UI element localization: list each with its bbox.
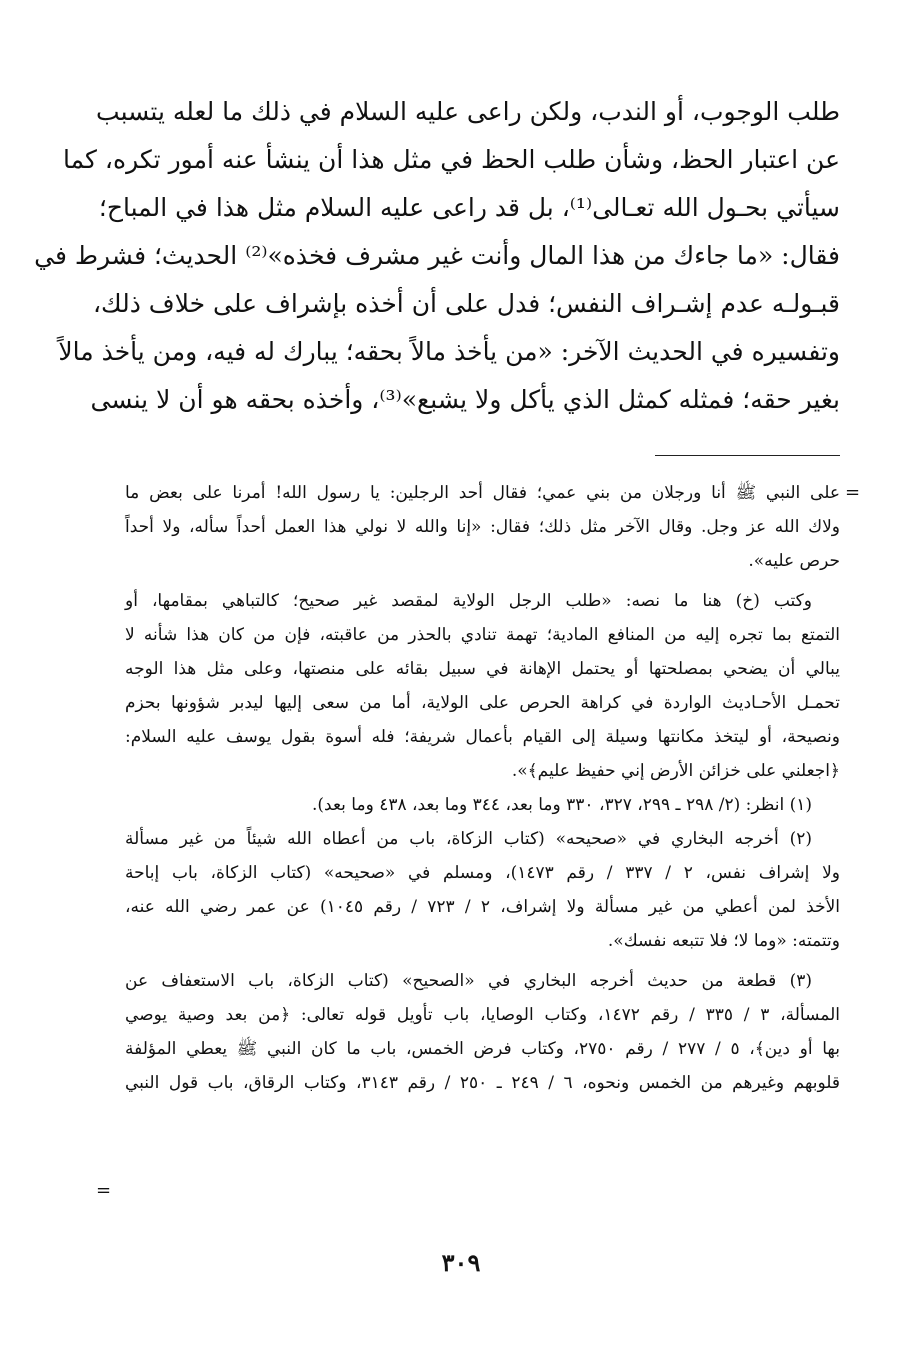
footnote-line: قلوبهم وغيرهم من الخمس ونحوه، ٦ / ٢٤٩ ـ ٢٥٠ / رقم ٣١٤٣، وكتاب الرقاق، باب قول النبي [125, 1073, 841, 1093]
footnote-line: يبالي أن يضحي بمصلحتها أو يحتمل الإهانة في سبيل بقائه على منصتها، وعلى مثل هذا الوجه [125, 659, 840, 679]
main-text-line: قبـولـه عدم إشـراف النفس؛ فدل على أن أخذه بإشراف على خلاف ذلك، [92, 289, 840, 318]
footnote-continuation-marker-top: = [845, 482, 861, 503]
main-text-body [34, 88, 840, 424]
footnote-continuation-marker-bottom: = [96, 1180, 112, 1201]
footnote-3 [125, 964, 840, 1100]
main-text-line: فقال: «ما جاءك من هذا المال وأنت غير مشرف فخذه»⁽²⁾ الحديث؛ فشرط في [34, 241, 840, 270]
footnote-line: على النبي ﷺ أنا ورجلان من بني عمي؛ فقال أحد الرجلين: يا رسول الله! أمرنا على بعض ما [125, 483, 840, 503]
main-text-line: سيأتي بحـول الله تعـالى⁽¹⁾، بل قد راعى عليه السلام مثل هذا في المباح؛ [98, 193, 840, 222]
footnote-continued [125, 476, 840, 578]
footnote-line: ولاك الله عز وجل. وقال الآخر مثل ذلك؛ فقال: «إنا والله لا نولي هذا العمل أحداً سأله، ولا أحداً [125, 517, 840, 537]
footnote-1 [125, 788, 840, 822]
footnote-2 [125, 822, 840, 958]
footnote-line: تحمـل الأحـاديث الواردة في كراهة الحرص على الولاية، أما من سعى إليها ليدبر شؤونها بحزم [125, 693, 840, 713]
footnote-line: التمتع بما تجره إليه من المنافع المادية؛ تهمة تنادي بالحذر من عاقبته، فإن من كان هذا شأنه لا [125, 625, 840, 645]
footnote-line: (١) انظر: (٢/ ٢٩٨ ـ ٢٩٩، ٣٢٧، ٣٣٠ وما بعد، ٣٤٤ وما بعد، ٤٣٨ وما بعد). [312, 795, 812, 815]
footnote-line: المسألة، ٣ / ٣٣٥ / رقم ١٤٧٢، وكتاب الوصايا، باب تأويل قوله تعالى: ﴿من بعد وصية يوصي [125, 1005, 840, 1025]
footnote-line: ولا إشراف نفس، ٢ / ٣٣٧ / رقم ١٤٧٣)، ومسلم في «صحيحه» (كتاب الزكاة، باب إباحة [125, 863, 840, 883]
footnote-line: الأخذ لمن أعطي من غير مسألة ولا إشراف، ٢ / ٧٢٣ / رقم ١٠٤٥) عن عمر رضي الله عنه، [125, 897, 840, 917]
footnote-line: ونصيحة، أو ليتخذ مكانتها وسيلة إلى القيام بأعمال شريفة؛ فله أسوة بقول يوسف عليه السلام: [125, 727, 840, 747]
footnotes-section [125, 476, 840, 1100]
footnote-separator [655, 455, 840, 456]
footnote-line: (٣) قطعة من حديث أخرجه البخاري في «الصحيح» (كتاب الزكاة، باب الاستعفاف عن [125, 971, 812, 991]
footnote-line: حرص عليه». [748, 551, 840, 571]
footnote-line: وتتمته: «وما لا؛ فلا تتبعه نفسك». [607, 931, 840, 951]
footnote-line: (٢) أخرجه البخاري في «صحيحه» (كتاب الزكاة، باب من أعطاه الله شيئاً من غير مسألة [125, 829, 812, 849]
main-text-line: وتفسيره في الحديث الآخر: «من يأخذ مالاً بحقه؛ يبارك له فيه، ومن يأخذ مالاً [58, 337, 840, 366]
main-text-line: بغير حقه؛ فمثله كمثل الذي يأكل ولا يشبع»⁽³⁾، وأخذه بحقه هو أن لا ينسى [90, 385, 840, 414]
footnote-editor-note [125, 584, 840, 788]
main-text-line: عن اعتبار الحظ، وشأن طلب الحظ في مثل هذا أن ينشأ عنه أمور تكره، كما [62, 145, 840, 174]
footnote-line: وكتب (خ) هنا ما نصه: «طلب الرجل الولاية لمقصد غير صحيح؛ كالتباهي بمقامها، أو [125, 591, 812, 611]
footnote-line: ﴿اجعلني على خزائن الأرض إني حفيظ عليم﴾». [511, 761, 840, 781]
page-number: ٣٠٩ [441, 1248, 481, 1277]
footnote-line: بها أو دين﴾، ٥ / ٢٧٧ / رقم ٢٧٥٠، وكتاب فرض الخمس، باب ما كان النبي ﷺ يعطي المؤلفة [125, 1039, 840, 1059]
main-text-line: طلب الوجوب، أو الندب، ولكن راعى عليه السلام في ذلك ما لعله يتسبب [96, 97, 840, 126]
